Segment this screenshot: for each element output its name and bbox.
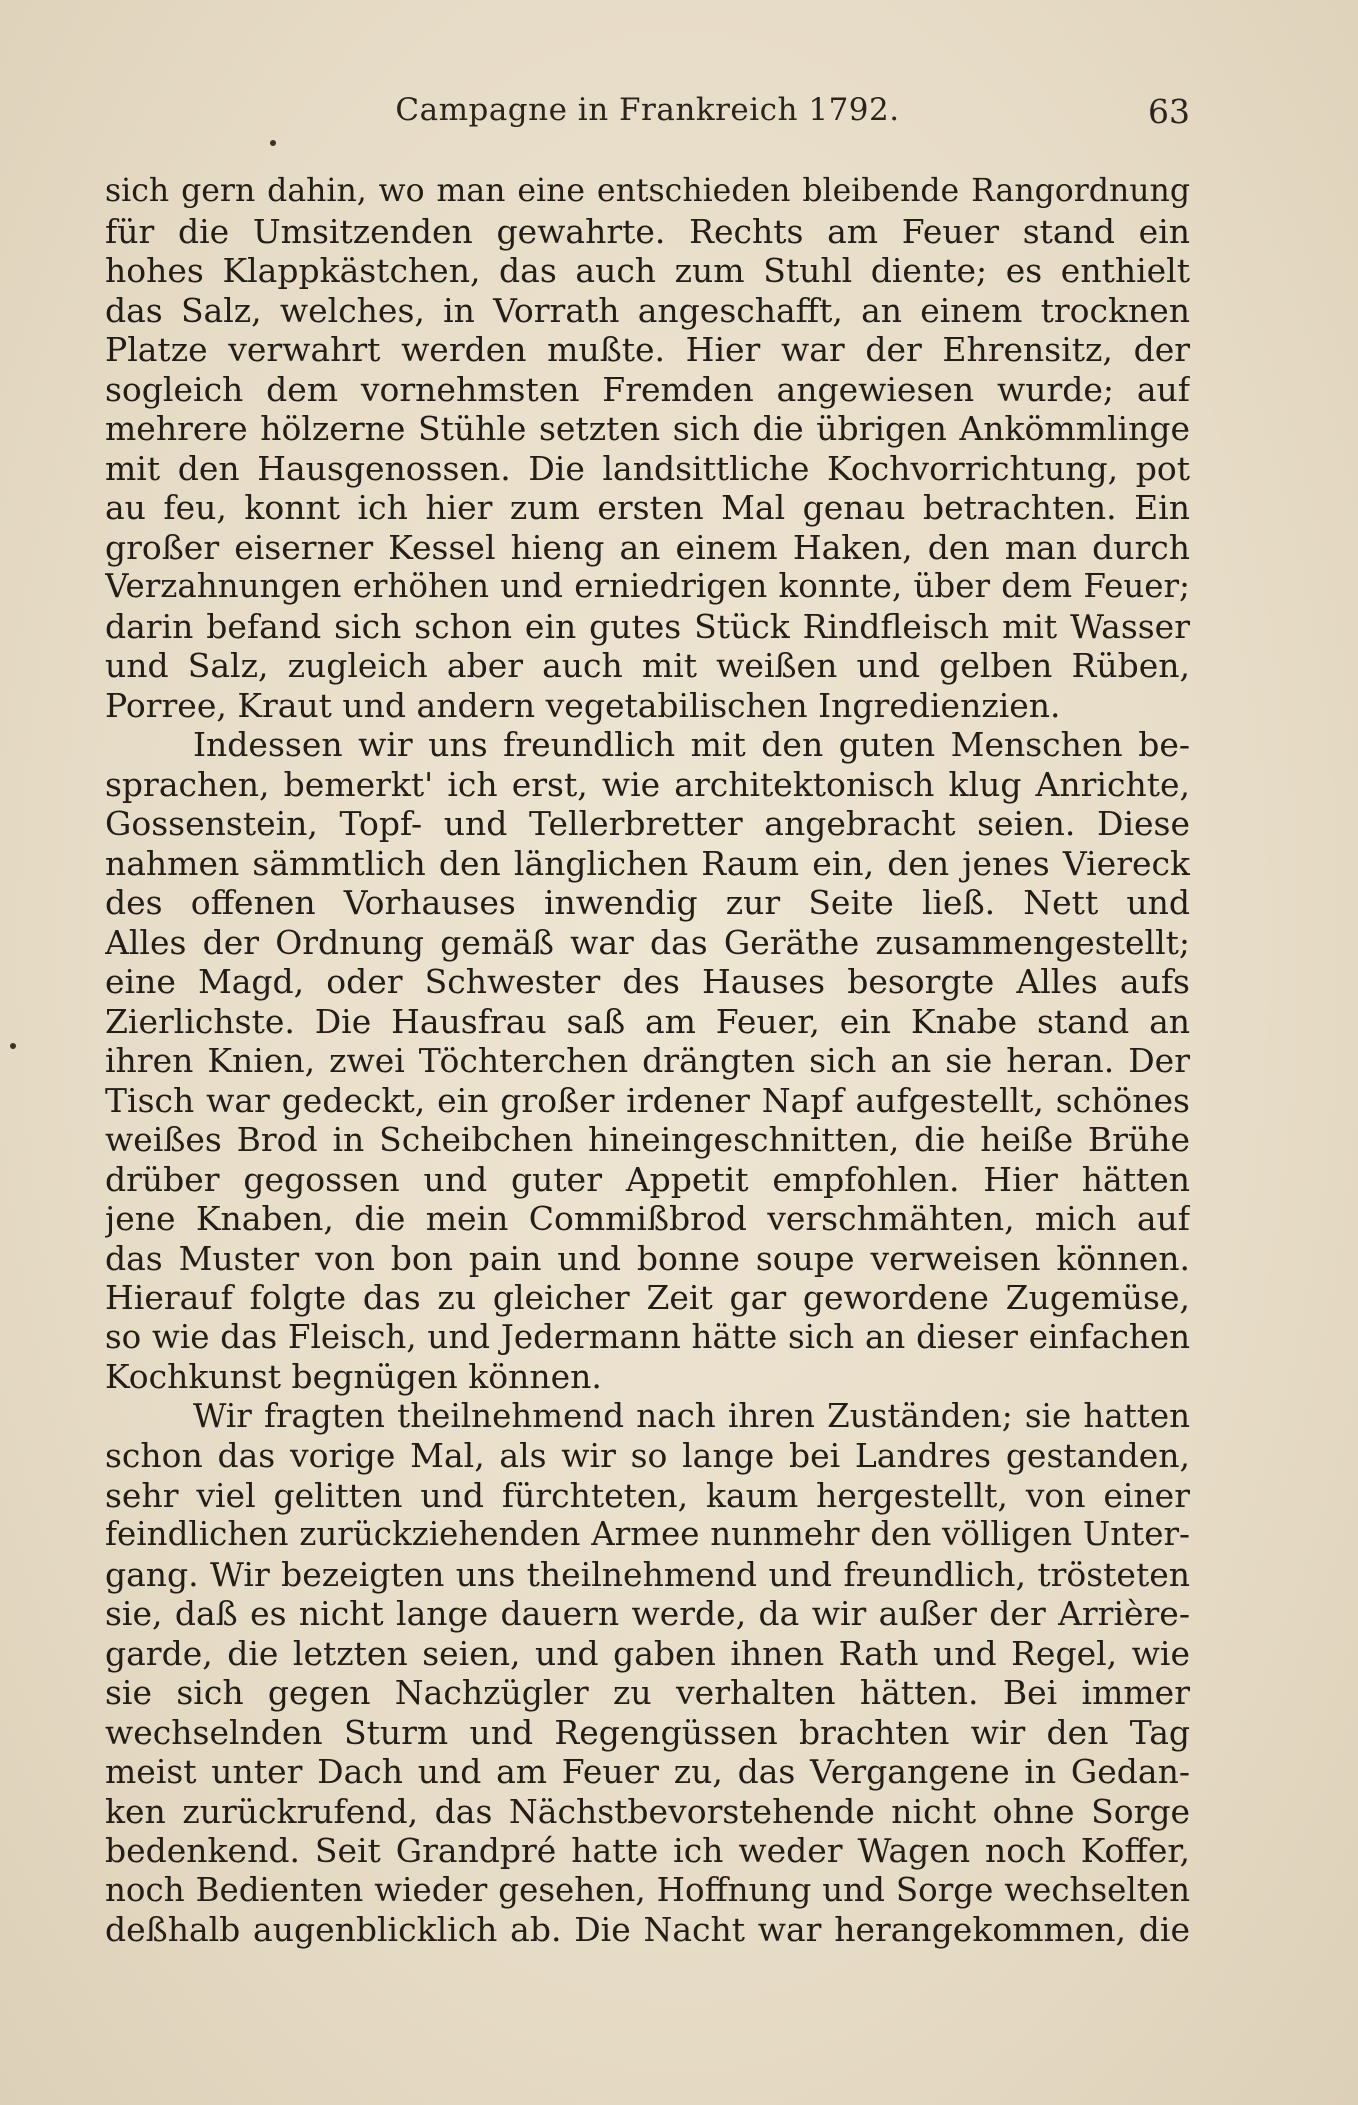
text-line: mit den Hausgenossen. Die landsittliche Kochvorrichtung, pot: [105, 448, 1190, 488]
text-line: Kochkunst begnügen können.: [105, 1357, 602, 1396]
text-line: und Salz, zugleich aber auch mit weißen und gelben Rüben,: [105, 646, 1190, 685]
text-line: des offenen Vorhauses inwendig zur Seite ließ. Nett und: [105, 883, 1190, 922]
text-line: sogleich dem vornehmsten Fremden angewiesen wurde; auf: [105, 369, 1190, 409]
text-line: feindlichen zurückziehenden Armee nunmehr den völligen Unter-: [105, 1515, 1190, 1553]
text-line: au feu, konnt ich hier zum ersten Mal genau betrachten. Ein: [105, 488, 1190, 527]
text-line: Porree, Kraut und andern vegetabilischen Ingredienzien.: [105, 685, 1061, 725]
text-line: mehrere hölzerne Stühle setzten sich die übrigen Ankömmlinge: [105, 409, 1190, 448]
text-line: Hierauf folgte das zu gleicher Zeit gar gewordene Zugemüse,: [105, 1278, 1190, 1317]
text-line: schon das vorige Mal, als wir so lange bei Landres gestanden,: [105, 1436, 1190, 1475]
text-line: Alles der Ordnung gemäß war das Geräthe zusammengestellt;: [105, 922, 1190, 962]
text-line: Zierlichste. Die Hausfrau saß am Feuer, ein Knabe stand an: [105, 1001, 1190, 1041]
paragraph: [105, 1397, 1190, 1950]
text-line: großer eiserner Kessel hieng an einem Haken, den man durch: [105, 527, 1190, 567]
paper-speck: [10, 1043, 16, 1049]
text-line: jene Knaben, die mein Commißbrod verschmähten, mich auf: [105, 1199, 1190, 1238]
text-line: sprachen, bemerkt' ich erst, wie architektonisch klug Anrichte,: [105, 764, 1190, 804]
text-line: gang. Wir bezeigten uns theilnehmend und freundlich, trösteten: [105, 1554, 1190, 1594]
text-line: noch Bedienten wieder gesehen, Hoffnung und Sorge wechselten: [105, 1870, 1190, 1909]
text-line: Indessen wir uns freundlich mit den guten Menschen be-: [193, 725, 1190, 764]
text-line: sehr viel gelitten und fürchteten, kaum hergestellt, von einer: [105, 1475, 1190, 1515]
text-line: nahmen sämmtlich den länglichen Raum ein, den jenes Viereck: [105, 843, 1190, 883]
text-line: bedenkend. Seit Grandpré hatte ich weder Wagen noch Koffer,: [105, 1831, 1190, 1870]
text-line: sich gern dahin, wo man eine entschieden bleibende Rangordnung: [105, 173, 1190, 209]
text-line: das Salz, welches, in Vorrath angeschafft, an einem trocknen: [105, 290, 1190, 330]
text-line: eine Magd, oder Schwester des Hauses besorgte Alles aufs: [105, 962, 1190, 1001]
text-line: ken zurückrufend, das Nächstbevorstehende nicht ohne Sorge: [105, 1791, 1190, 1831]
text-line: sie, daß es nicht lange dauern werde, da wir außer der Arrière-: [105, 1594, 1190, 1633]
page-number: 63: [1148, 92, 1190, 131]
text-line: darin befand sich schon ein gutes Stück Rindfleisch mit Wasser: [105, 606, 1190, 646]
text-line: das Muster von bon pain und bonne soupe verweisen können.: [105, 1238, 1190, 1278]
text-line: so wie das Fleisch, und Jedermann hätte sich an dieser einfachen: [105, 1317, 1190, 1356]
text-line: Wir fragten theilnehmend nach ihren Zuständen; sie hatten: [193, 1396, 1190, 1435]
text-line: für die Umsitzenden gewahrte. Rechts am Feuer stand ein: [105, 211, 1190, 251]
text-line: Tisch war gedeckt, ein großer irdener Napf aufgestellt, schönes: [105, 1080, 1190, 1120]
text-line: garde, die letzten seien, und gaben ihnen Rath und Regel, wie: [105, 1633, 1190, 1673]
text-line: hohes Klappkästchen, das auch zum Stuhl diente; es enthielt: [105, 251, 1190, 290]
paragraph: [105, 172, 1190, 725]
text-line: deßhalb augenblicklich ab. Die Nacht war herangekommen, die: [105, 1910, 1190, 1949]
text-line: wechselnden Sturm und Regengüssen brachten wir den Tag: [105, 1712, 1190, 1752]
page-header: [105, 92, 1190, 142]
paragraph: [105, 725, 1190, 1397]
text-line: ihren Knien, zwei Töchterchen drängten sich an sie heran. Der: [105, 1041, 1190, 1080]
text-line: sie sich gegen Nachzügler zu verhalten hätten. Bei immer: [105, 1673, 1190, 1712]
text-line: Gossenstein, Topf- und Tellerbretter angebracht seien. Diese: [105, 804, 1190, 843]
text-line: weißes Brod in Scheibchen hineingeschnitten, die heiße Brühe: [105, 1120, 1190, 1159]
text-line: meist unter Dach und am Feuer zu, das Vergangene in Gedan-: [105, 1752, 1190, 1791]
body-text: [105, 172, 1190, 1950]
text-line: Platze verwahrt werden mußte. Hier war der Ehrensitz, der: [105, 330, 1190, 369]
text-line: drüber gegossen und guter Appetit empfohlen. Hier hätten: [105, 1159, 1190, 1199]
running-title: Campagne in Frankreich 1792.: [395, 92, 900, 128]
text-line: Verzahnungen erhöhen und erniedrigen konnte, über dem Feuer;: [105, 567, 1190, 605]
